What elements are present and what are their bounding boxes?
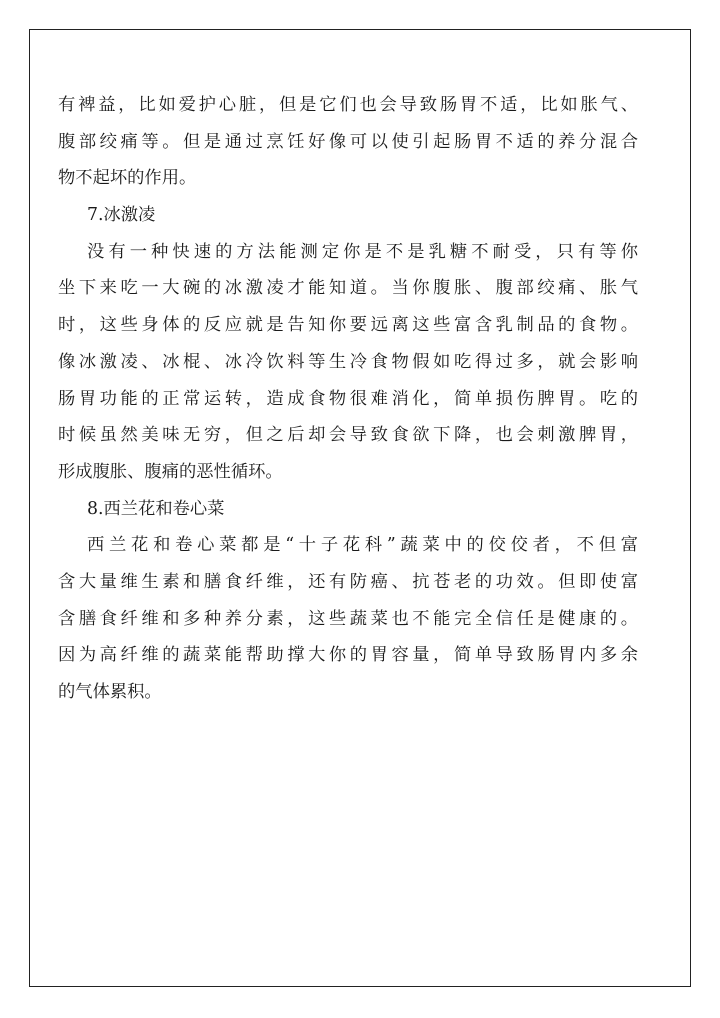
text-line: 物不起坏的作用。 — [58, 168, 197, 189]
text-line: 时，这些身体的反应就是告知你要远离这些富含乳制品的食物。 — [58, 315, 638, 336]
section-heading-broccoli-cabbage: 8.西兰花和卷心菜 — [87, 498, 225, 519]
text-line: 肠胃功能的正常运转，造成食物很难消化，简单损伤脾胃。吃的 — [58, 388, 638, 409]
text-line: 因为高纤维的蔬菜能帮助撑大你的胃容量，简单导致肠胃内多余 — [58, 645, 638, 666]
text-line: 腹部绞痛等。但是通过烹饪好像可以使引起肠胃不适的养分混合 — [58, 131, 638, 152]
text-line: 时候虽然美味无穷，但之后却会导致食欲下降，也会刺激脾胃， — [58, 425, 638, 446]
text-line: 坐下来吃一大碗的冰激凌才能知道。当你腹胀、腹部绞痛、胀气 — [58, 278, 638, 299]
text-line: 西兰花和卷心菜都是“十子花科”蔬菜中的佼佼者，不但富 — [87, 535, 638, 556]
text-line: 有裨益，比如爱护心脏，但是它们也会导致肠胃不适，比如胀气、 — [58, 95, 638, 115]
section-heading-ice-cream: 7.冰激凌 — [87, 205, 156, 226]
text-line: 没有一种快速的方法能测定你是不是乳糖不耐受，只有等你 — [87, 241, 638, 262]
text-line: 形成腹胀、腹痛的恶性循环。 — [58, 461, 283, 482]
text-line: 的气体累积。 — [58, 682, 162, 702]
text-line: 含大量维生素和膳食纤维，还有防癌、抗苍老的功效。但即使富 — [58, 571, 638, 592]
text-line: 像冰激凌、冰棍、冰冷饮料等生冷食物假如吃得过多，就会影响 — [58, 351, 638, 372]
document-body — [58, 87, 638, 711]
text-line: 含膳食纤维和多种养分素，这些蔬菜也不能完全信任是健康的。 — [58, 608, 638, 629]
